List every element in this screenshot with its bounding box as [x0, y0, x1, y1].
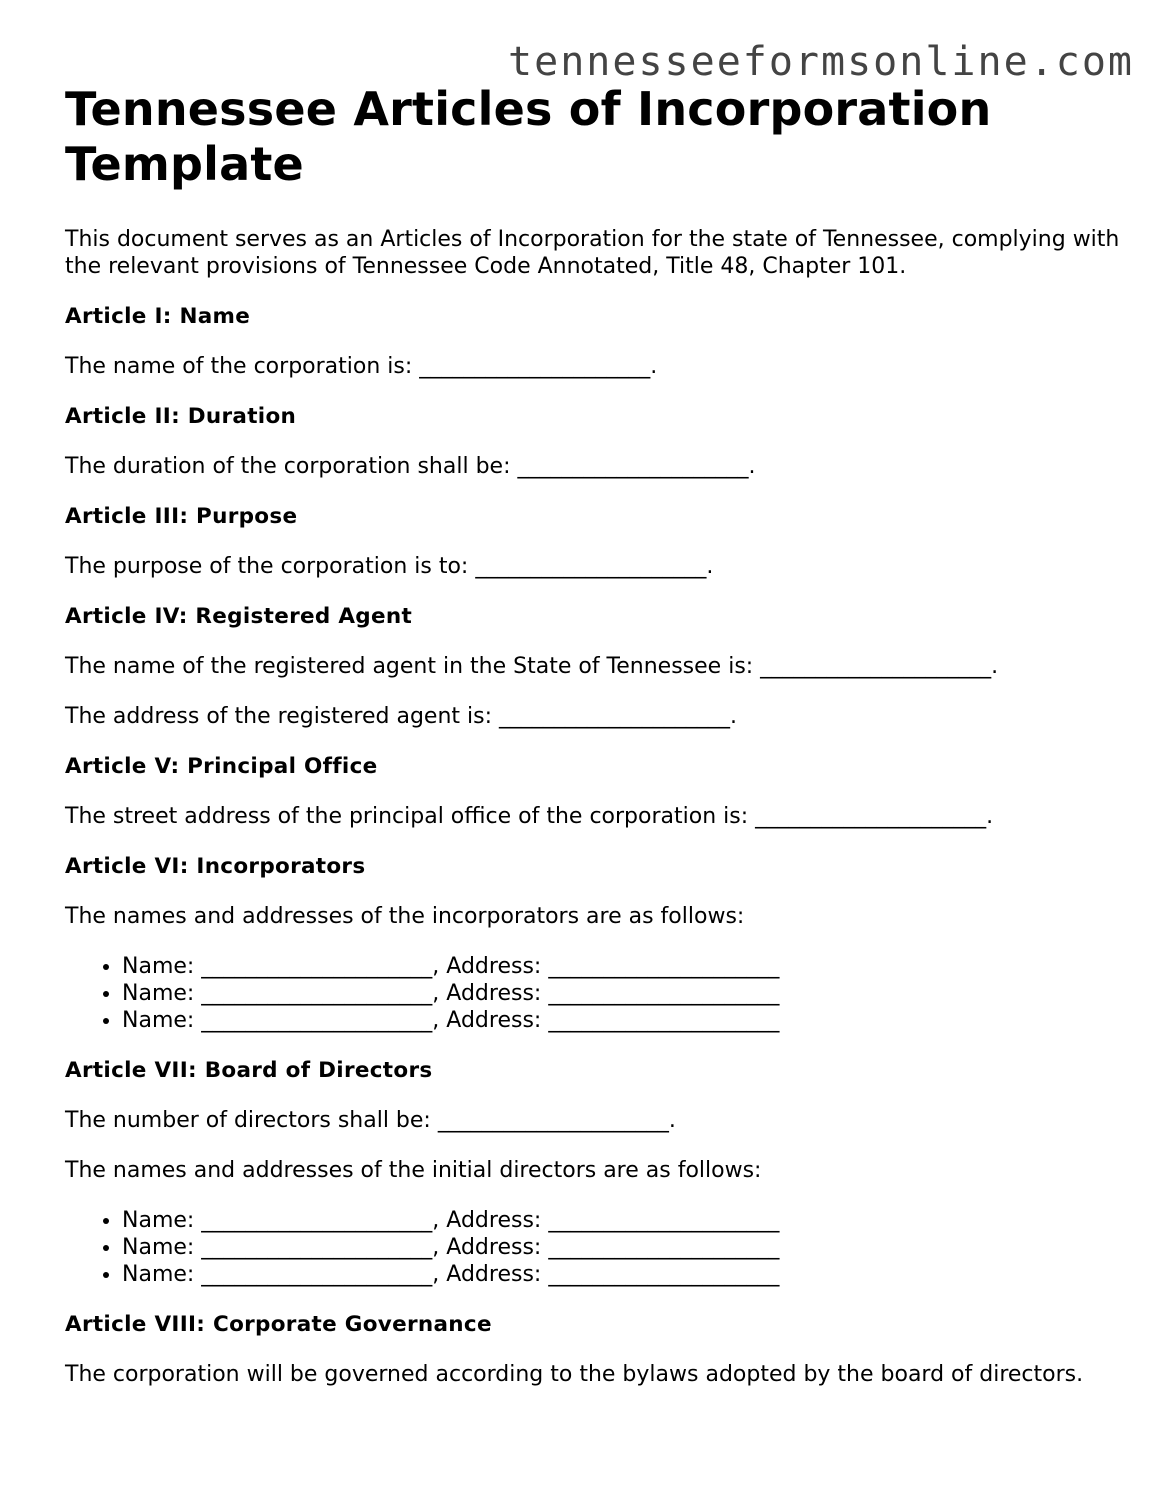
- article-heading: Article V: Principal Office: [65, 754, 378, 779]
- article-principal-office: [65, 753, 1125, 830]
- article-board-of-directors: [65, 1057, 1125, 1288]
- directors-list: [65, 1207, 1125, 1288]
- article-incorporators: [65, 853, 1125, 1034]
- document-page: [65, 82, 1125, 1388]
- article-heading: Article III: Purpose: [65, 504, 298, 529]
- article-text: The duration of the corporation shall be: _____________________.: [65, 454, 756, 479]
- number-of-directors-text: The number of directors shall be: _____________________.: [65, 1108, 676, 1133]
- article-text: The street address of the principal office of the corporation is: _____________________.: [65, 804, 994, 829]
- article-text: The names and addresses of the incorporators are as follows:: [65, 904, 745, 929]
- article-name: [65, 303, 1125, 380]
- article-heading: Article II: Duration: [65, 404, 297, 429]
- list-item: • Name: _____________________, Address: _____________________: [122, 1207, 1125, 1234]
- registered-agent-address-text: The address of the registered agent is: _____________________.: [65, 704, 737, 729]
- intro-paragraph: This document serves as an Articles of Incorporation for the state of Tennessee, complying with the relevant provisions of Tennessee Code Annotated, Title 48, Chapter 101.: [65, 227, 1120, 279]
- incorporators-list: [65, 953, 1125, 1034]
- list-item: • Name: _____________________, Address: _____________________: [122, 1261, 1125, 1288]
- list-item: • Name: _____________________, Address: _____________________: [122, 1007, 1125, 1034]
- list-item: • Name: _____________________, Address: _____________________: [122, 953, 1125, 980]
- article-heading: Article VII: Board of Directors: [65, 1058, 433, 1083]
- document-title: Tennessee Articles of Incorporation Template: [65, 82, 992, 191]
- article-heading: Article VI: Incorporators: [65, 854, 366, 879]
- article-text: The purpose of the corporation is to: _____________________.: [65, 554, 714, 579]
- article-heading: Article I: Name: [65, 304, 251, 329]
- list-item: • Name: _____________________, Address: _____________________: [122, 980, 1125, 1007]
- site-watermark: tennesseeformsonline.com: [508, 39, 1134, 85]
- article-duration: [65, 403, 1125, 480]
- article-heading: Article IV: Registered Agent: [65, 604, 413, 629]
- article-corporate-governance: [65, 1311, 1125, 1388]
- article-text: The name of the corporation is: _____________________.: [65, 354, 658, 379]
- article-registered-agent: [65, 603, 1125, 730]
- article-purpose: [65, 503, 1125, 580]
- article-heading: Article VIII: Corporate Governance: [65, 1312, 492, 1337]
- article-text: The corporation will be governed according to the bylaws adopted by the board of directors.: [65, 1362, 1084, 1387]
- list-item: • Name: _____________________, Address: _____________________: [122, 1234, 1125, 1261]
- registered-agent-name-text: The name of the registered agent in the State of Tennessee is: _____________________.: [65, 654, 999, 679]
- initial-directors-text: The names and addresses of the initial directors are as follows:: [65, 1158, 762, 1183]
